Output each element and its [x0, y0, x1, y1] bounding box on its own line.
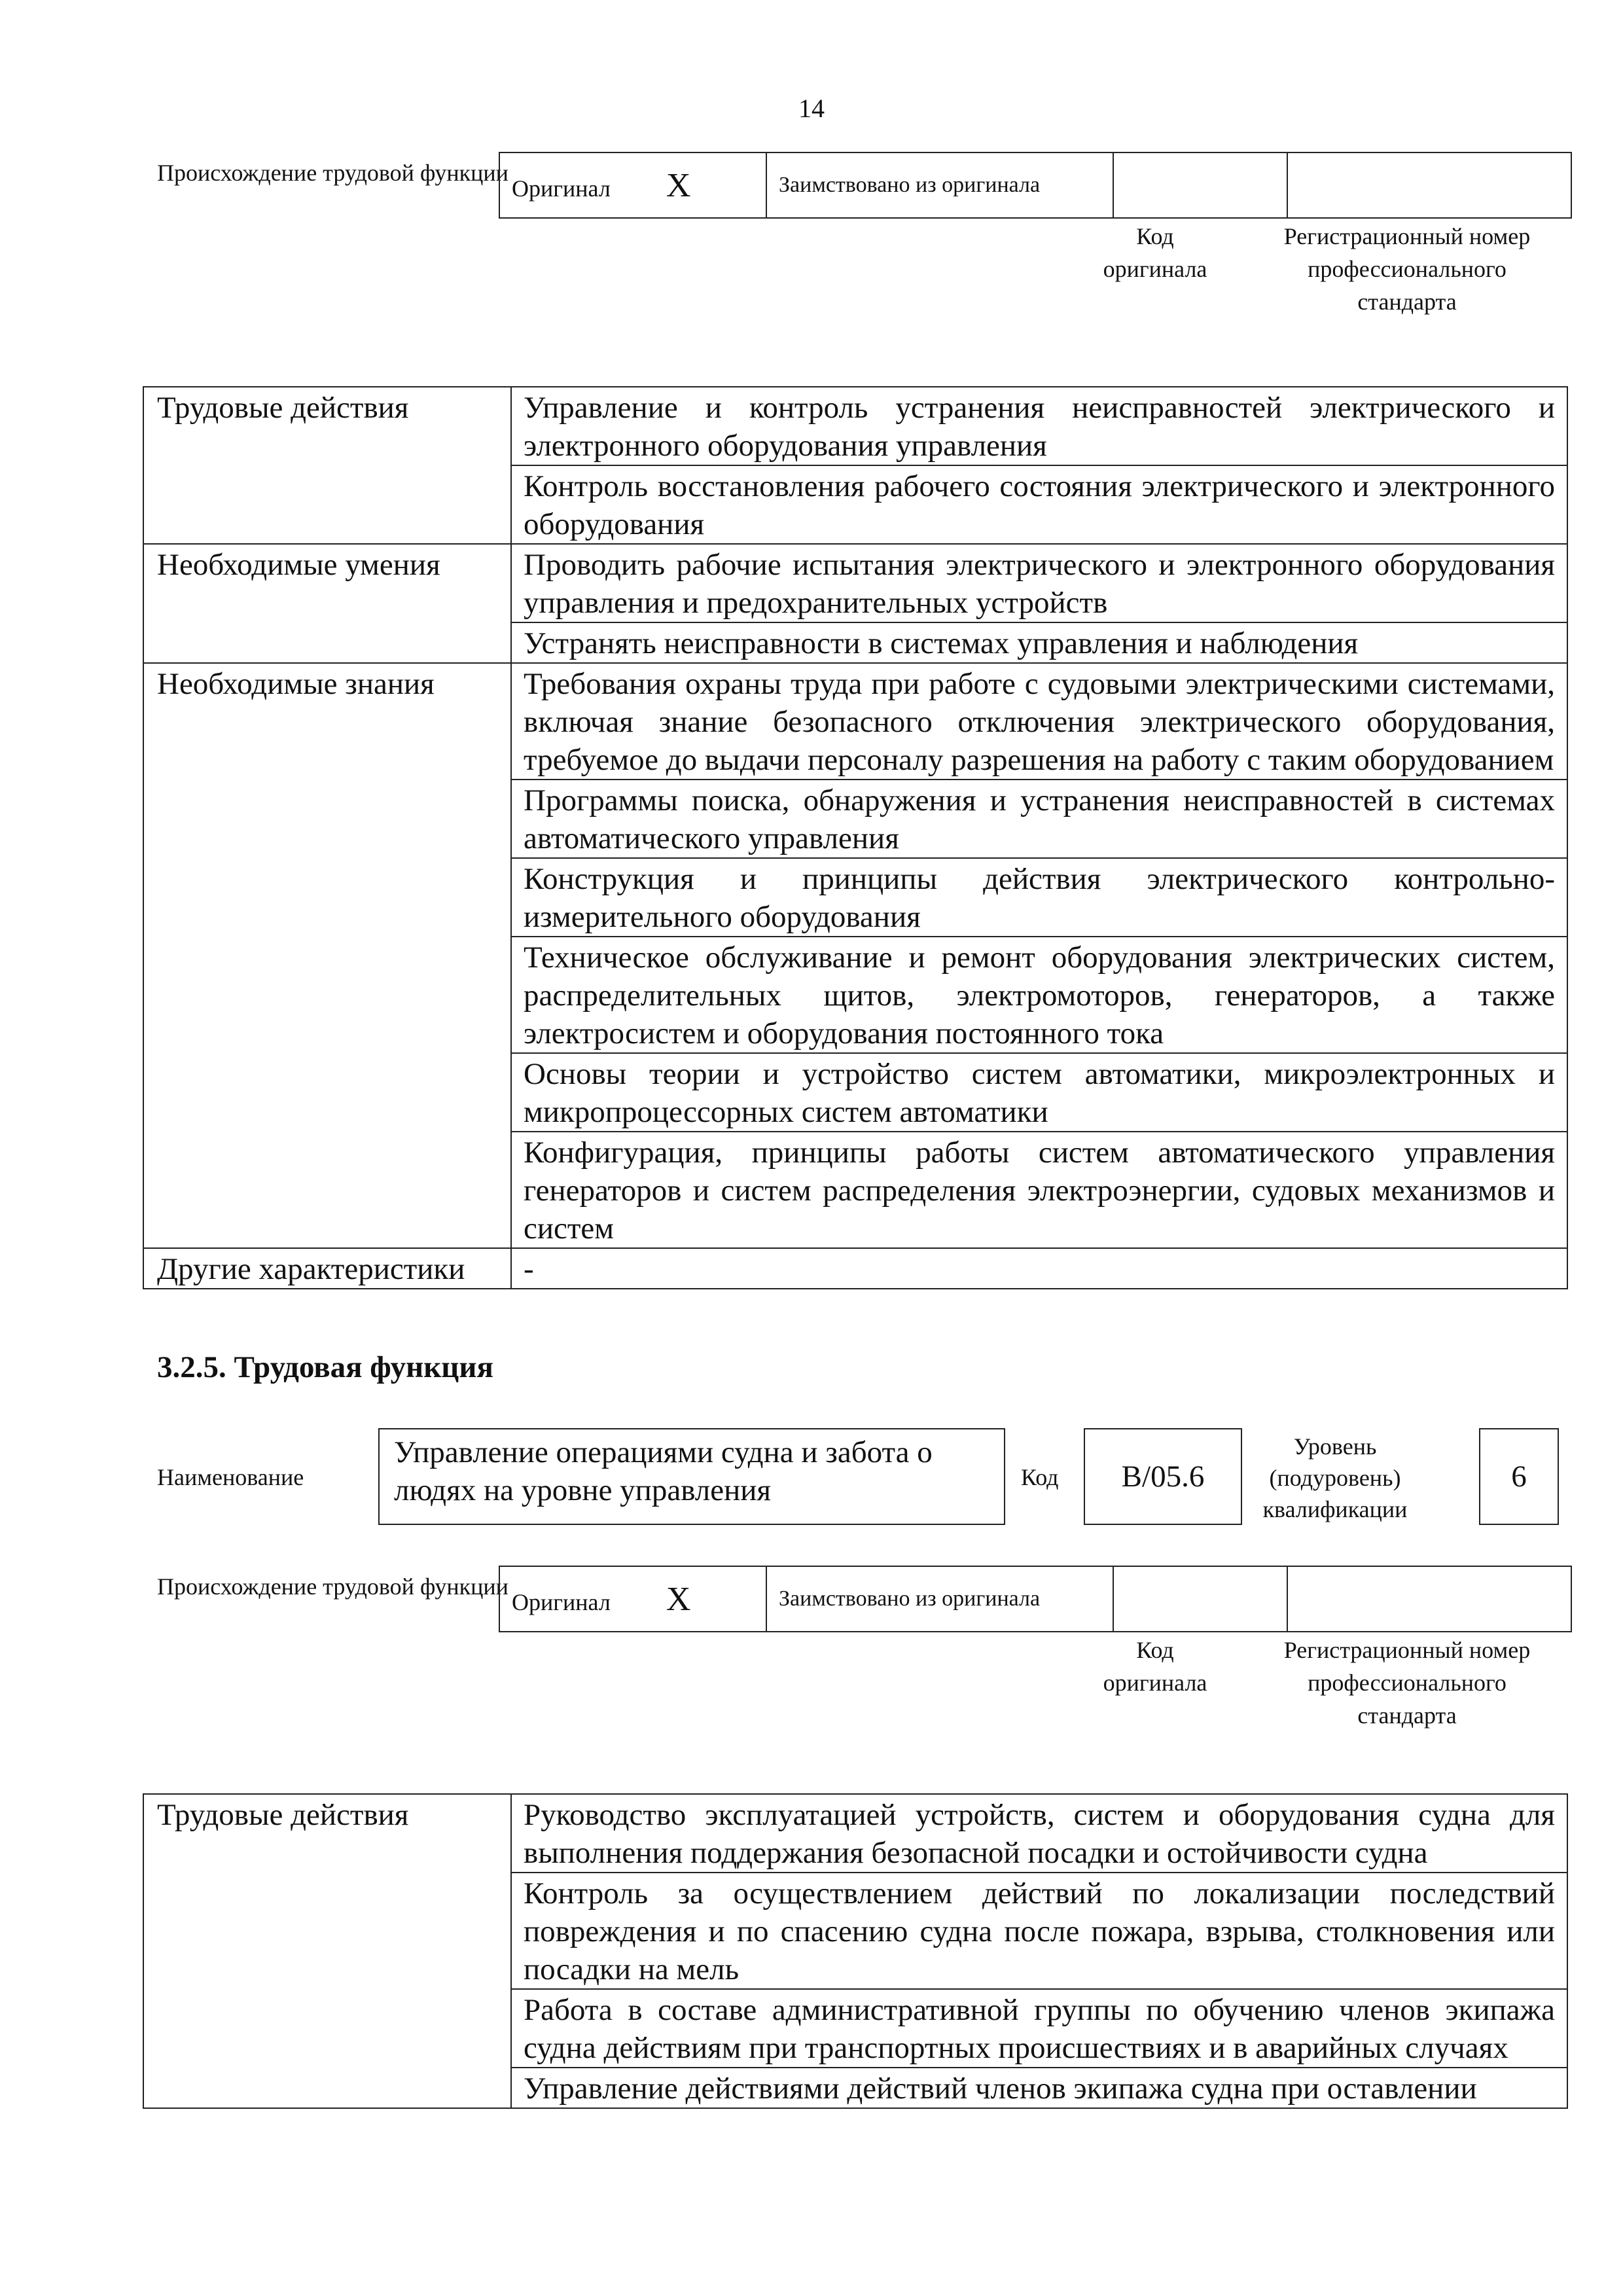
row-text: Проводить рабочие испытания электрического и электронного оборудования управления и предохранительных устройств [511, 544, 1567, 622]
section-title: 3.2.5. Трудовая функция [157, 1350, 493, 1384]
row-label: Необходимые умения [143, 544, 511, 663]
row-text: Работа в составе административной группы по обучению членов экипажа судна действиям при транспортных происшествиях и в аварийных случаях [511, 1989, 1567, 2068]
registration-caption: Регистрационный номер профессионального стандарта [1283, 223, 1531, 315]
row-text: Программы поиска, обнаружения и устранения неисправностей в системах автоматического управления [511, 780, 1567, 858]
row-label: Необходимые знания [143, 663, 511, 1248]
origin-table [499, 1566, 1572, 1632]
row-label: Трудовые действия [143, 387, 511, 544]
row-text: Требования охраны труда при работе с судовыми электрическими системами, включая знание безопасного отключения электрического оборудования, требуемое до выдачи персоналу разрешения на работу с таким оборудованием [511, 663, 1567, 780]
row-text: Контроль восстановления рабочего состояния электрического и электронного оборудования [511, 465, 1567, 544]
table-row [143, 1794, 1567, 1873]
row-label: Другие характеристики [143, 1248, 511, 1289]
code-label: Код [1021, 1464, 1059, 1490]
table-row [143, 387, 1567, 465]
registration-number-cell [1287, 152, 1571, 218]
row-text: Управление действиями действий членов экипажа судна при оставлении [511, 2068, 1567, 2108]
table-row [143, 544, 1567, 622]
original-cell [499, 152, 766, 218]
borrowed-label: Заимствовано из оригинала [766, 152, 1113, 218]
table-row [143, 1248, 1567, 1289]
origin-label: Происхождение трудовой функции [157, 160, 508, 186]
page-number: 14 [798, 94, 825, 123]
original-label: Оригинал [512, 175, 611, 202]
function-name-box: Управление операциями судна и забота о людях на уровне управления [378, 1428, 1005, 1525]
row-text: - [511, 1248, 1567, 1289]
labor-function-table [143, 1793, 1568, 2109]
row-label: Трудовые действия [143, 1794, 511, 2108]
name-label: Наименование [157, 1464, 304, 1490]
original-code-cell [1113, 1566, 1287, 1632]
code-caption: Код оригинала [1103, 1637, 1207, 1696]
row-text: Устранять неисправности в системах управления и наблюдения [511, 622, 1567, 663]
borrowed-label: Заимствовано из оригинала [766, 1566, 1113, 1632]
row-text: Основы теории и устройство систем автоматики, микроэлектронных и микропроцессорных систем автоматики [511, 1053, 1567, 1132]
origin-label: Происхождение трудовой функции [157, 1573, 508, 1600]
row-text: Конфигурация, принципы работы систем автоматического управления генераторов и систем распределения электроэнергии, судовых механизмов и систем [511, 1132, 1567, 1248]
original-mark: X [666, 1580, 691, 1618]
code-caption: Код оригинала [1103, 223, 1207, 282]
row-text: Контроль за осуществлением действий по локализации последствий повреждения и по спасению судна после пожара, взрыва, столкновения или посадки на мель [511, 1873, 1567, 1989]
table-row [143, 663, 1567, 780]
origin-table [499, 152, 1572, 219]
row-text: Управление и контроль устранения неисправностей электрического и электронного оборудования управления [511, 387, 1567, 465]
original-label: Оригинал [512, 1588, 611, 1615]
registration-caption: Регистрационный номер профессионального стандарта [1283, 1637, 1531, 1729]
registration-number-cell [1287, 1566, 1571, 1632]
row-text: Руководство эксплуатацией устройств, систем и оборудования судна для выполнения поддержания безопасной посадки и остойчивости судна [511, 1794, 1567, 1873]
qualification-level-box: 6 [1479, 1428, 1559, 1525]
labor-function-table [143, 386, 1568, 1289]
level-label: Уровень (подуровень) квалификации [1262, 1433, 1408, 1522]
original-code-cell [1113, 152, 1287, 218]
original-cell [499, 1566, 766, 1632]
original-mark: X [666, 166, 691, 204]
function-code-box: B/05.6 [1084, 1428, 1242, 1525]
row-text: Техническое обслуживание и ремонт оборудования электрических систем, распределительных щитов, электромоторов, генераторов, а также электросистем и оборудования постоянного тока [511, 937, 1567, 1053]
row-text: Конструкция и принципы действия электрического контрольно-измерительного оборудования [511, 858, 1567, 937]
